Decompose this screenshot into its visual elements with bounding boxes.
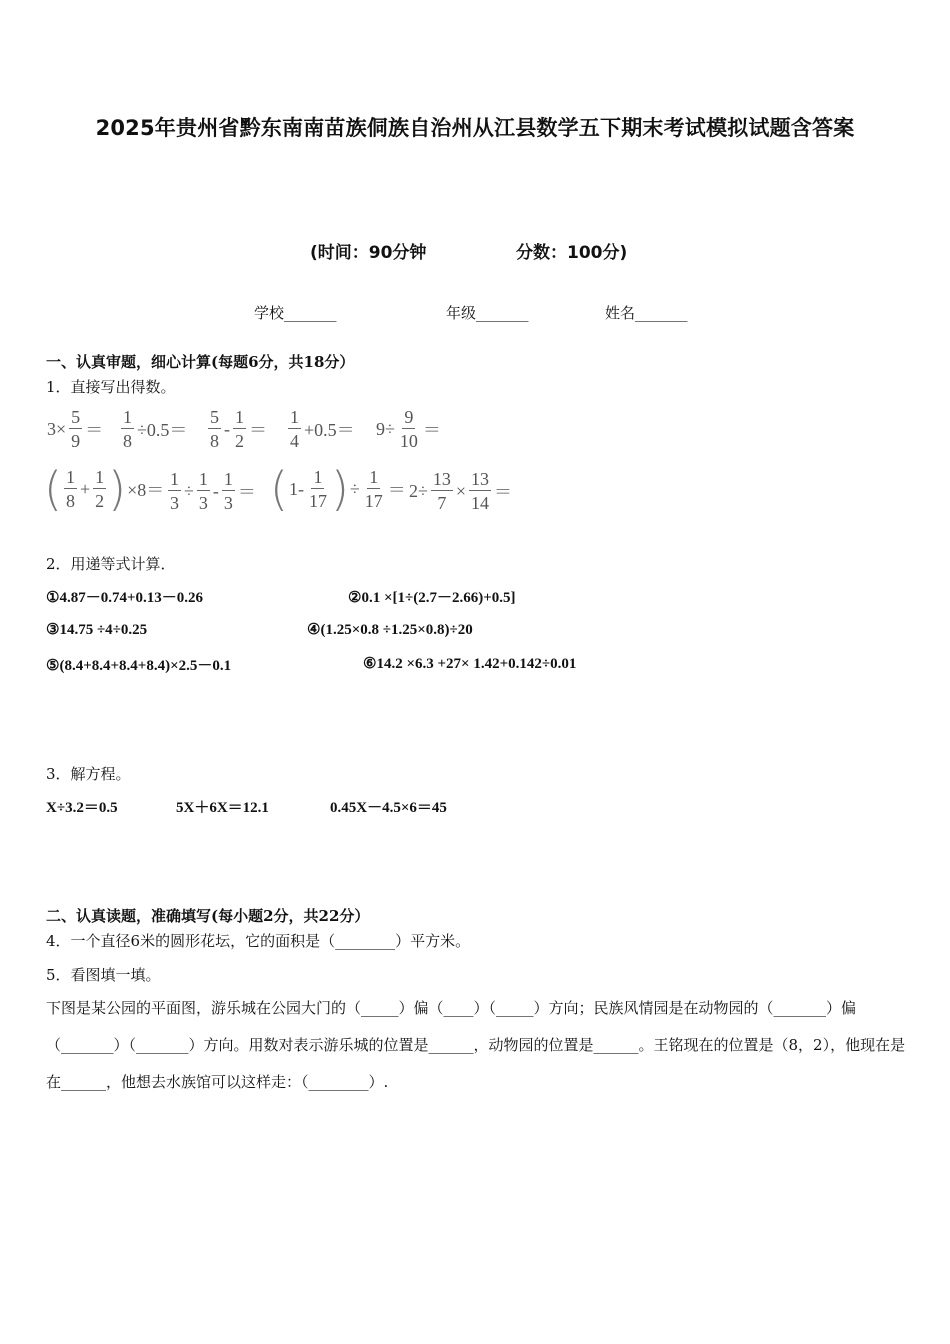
calc-2-1: ( $\frac{1}{8}$ + $\frac{1}{2}$ )×8＝ xyxy=(44,462,165,516)
q2-item-1: ①4.87－0.74+0.13－0.26 xyxy=(46,590,203,606)
q5-label: 5．看图填一填。 xyxy=(46,966,161,984)
exam-score: 分数：100分) xyxy=(516,243,628,263)
q3-label: 3．解方程。 xyxy=(46,765,131,783)
school-field[interactable]: 学校_______ xyxy=(254,304,337,322)
name-field[interactable]: 姓名_______ xyxy=(605,304,688,322)
calc-1-5: 9÷ $\frac{9}{10}$ ＝ xyxy=(376,407,441,451)
calc-2-4: 2÷ $\frac{13}{7}$ × $\frac{13}{14}$ ＝ xyxy=(409,469,513,513)
calc-1-4: $\frac{1}{4}$ +0.5＝ xyxy=(290,407,355,451)
calc-2-2: $\frac{1}{3}$ ÷ $\frac{1}{3}$ - $\frac{1}{3}$ ＝ xyxy=(170,469,256,513)
q4: 4．一个直径6米的圆形花坛，它的面积是（________）平方米。 xyxy=(46,932,471,950)
q5-text: 下图是某公园的平面图，游乐城在公园大门的（_____）偏（____）（_____）方向；民族风情园是在动物园的（_______）偏（_______）（_______）方向。用数对表示游乐城的位置是______，动物园的位置是______。王铭现在的位置是（8，2），他现在是在______，他想去水族馆可以这样走：（________）. xyxy=(46,999,906,1091)
right-paren: ) xyxy=(108,462,127,516)
calc-2-3: (1- $\frac{1}{17}$ )÷ $\frac{1}{17}$ ＝ xyxy=(270,462,406,516)
section1-heading: 一、认真审题，细心计算(每题6分，共18分） xyxy=(46,353,355,371)
exam-time: (时间：90分钟 xyxy=(310,243,427,263)
left-paren: ( xyxy=(44,462,62,516)
q3-item-2: 5X＋6X＝12.1 xyxy=(176,800,269,816)
q2-item-5: ⑤(8.4+8.4+8.4+8.4)×2.5－0.1 xyxy=(46,658,232,674)
grade-field[interactable]: 年级_______ xyxy=(446,304,529,322)
left-paren: ( xyxy=(270,462,288,516)
section2-heading: 二、认真读题，准确填写(每小题2分，共22分） xyxy=(46,907,370,925)
q2-item-6: ⑥14.2 ×6.3 +27× 1.42+0.142÷0.01 xyxy=(363,656,577,672)
q2-label: 2．用递等式计算． xyxy=(46,555,176,573)
page-title: 2025年贵州省黔东南南苗族侗族自治州从江县数学五下期末考试模拟试题含答案 xyxy=(95,116,855,140)
right-paren: ) xyxy=(330,462,349,516)
q3-item-3: 0.45X－4.5×6＝45 xyxy=(330,800,447,816)
calc-1-1: 3× $\frac{5}{9}$ ＝ xyxy=(47,407,104,451)
q1-label: 1．直接写出得数。 xyxy=(46,378,176,396)
q2-item-4: ④(1.25×0.8 ÷1.25×0.8)÷20 xyxy=(307,622,473,638)
q2-item-2: ②0.1 ×[1÷(2.7－2.66)+0.5] xyxy=(348,590,516,606)
calc-1-3: $\frac{5}{8}$ - $\frac{1}{2}$ ＝ xyxy=(210,407,267,451)
q3-item-1: X÷3.2＝0.5 xyxy=(46,800,118,816)
calc-1-2: $\frac{1}{8}$ ÷0.5＝ xyxy=(123,407,188,451)
q2-item-3: ③14.75 ÷4÷0.25 xyxy=(46,622,148,638)
